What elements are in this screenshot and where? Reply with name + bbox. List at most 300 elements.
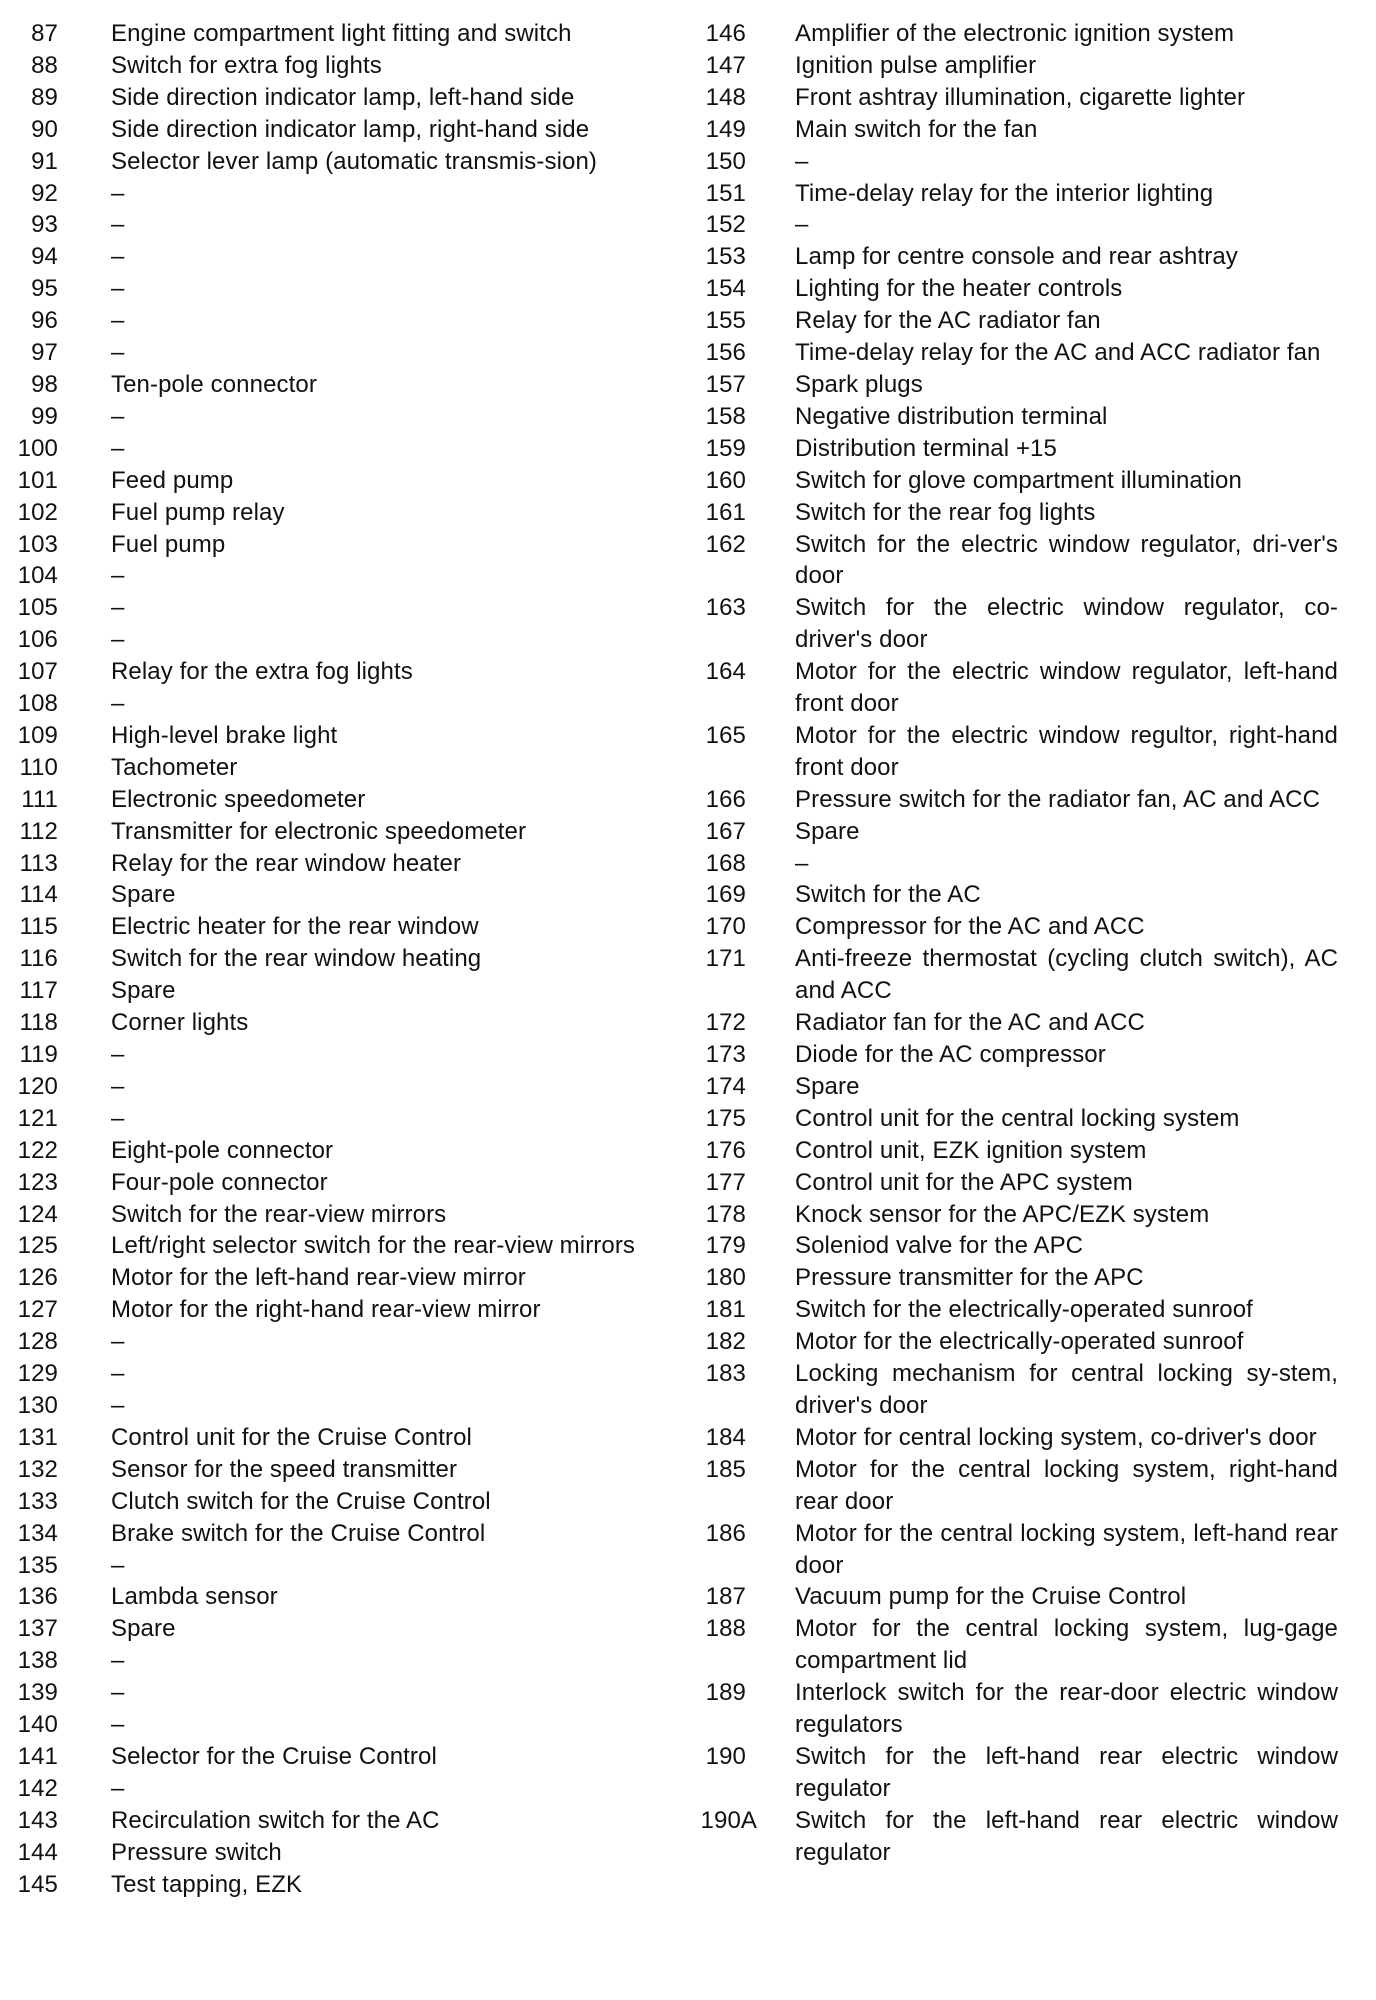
item-description: – [111, 307, 125, 335]
item-number: 121 [17, 1104, 58, 1132]
list-item [0, 1262, 650, 1294]
item-number: 127 [17, 1296, 58, 1324]
list-item [688, 497, 1338, 529]
item-number: 111 [21, 785, 58, 813]
list-item [0, 1167, 650, 1199]
list-item [0, 1071, 650, 1103]
item-number: 189 [705, 1679, 746, 1707]
list-item [0, 784, 650, 816]
item-description: – [111, 1041, 125, 1068]
item-number: 153 [705, 243, 746, 271]
list-item [0, 879, 650, 911]
item-description: – [111, 402, 125, 430]
item-description: – [795, 849, 809, 877]
list-item [0, 82, 650, 114]
list-item [0, 369, 650, 401]
item-description: Sensor for the speed transmitter [111, 1455, 458, 1483]
list-item [688, 1135, 1338, 1167]
list-item [0, 816, 650, 848]
item-description: Switch for the electrically-operated sunroof [795, 1296, 1253, 1324]
item-number: 123 [17, 1168, 58, 1196]
item-description: Switch for the rear-view mirrors [111, 1200, 447, 1228]
item-number: 166 [705, 785, 746, 813]
item-number: 129 [17, 1360, 58, 1388]
item-number: 160 [705, 466, 746, 494]
item-number: 145 [17, 1870, 58, 1898]
item-description: Vacuum pump for the Cruise Control [795, 1583, 1187, 1611]
list-item [688, 1230, 1338, 1262]
list-item [0, 305, 650, 337]
item-description: Switch for the left-hand rear electric window regulator [795, 1806, 1338, 1866]
item-number: 179 [705, 1232, 746, 1260]
item-number: 144 [17, 1838, 58, 1866]
item-description: Fuel pump [111, 530, 226, 558]
list-item [688, 1805, 1338, 1869]
list-item [0, 1007, 650, 1039]
item-description: – [111, 275, 125, 303]
item-description: Side direction indicator lamp, left-hand side [111, 83, 575, 111]
item-description: – [111, 1104, 125, 1132]
list-item [688, 273, 1338, 305]
item-number: 152 [705, 211, 746, 239]
list-item [0, 624, 650, 656]
item-number: 122 [17, 1136, 58, 1164]
item-description: Motor for central locking system, co-driver's door [795, 1423, 1317, 1451]
item-number: 93 [31, 211, 58, 239]
list-item [0, 1135, 650, 1167]
item-number: 173 [705, 1041, 746, 1068]
item-number: 167 [705, 817, 746, 845]
list-item [0, 592, 650, 624]
item-number: 172 [705, 1009, 746, 1037]
item-description: – [111, 626, 125, 654]
list-item [688, 1039, 1338, 1071]
item-description: – [111, 339, 125, 367]
item-number: 119 [19, 1041, 58, 1068]
item-number: 190 [705, 1742, 746, 1770]
list-item [0, 1199, 650, 1231]
item-description: Switch for the electric window regulator, co-driver's door [795, 594, 1338, 654]
item-number: 188 [705, 1615, 746, 1643]
item-number: 95 [31, 275, 58, 303]
item-description: Test tapping, EZK [111, 1870, 303, 1898]
item-description: Transmitter for electronic speedometer [111, 817, 527, 845]
list-item [0, 146, 650, 178]
item-number: 118 [19, 1009, 58, 1037]
item-description: Time-delay relay for the AC and ACC radiator fan [795, 339, 1321, 367]
item-description: Lamp for centre console and rear ashtray [795, 243, 1238, 271]
item-number: 115 [19, 913, 58, 941]
item-description: – [111, 1774, 125, 1802]
item-number: 136 [17, 1583, 58, 1611]
item-description: Switch for the rear fog lights [795, 498, 1096, 526]
list-item [0, 178, 650, 210]
list-item [688, 1262, 1338, 1294]
list-item [688, 1167, 1338, 1199]
item-number: 135 [17, 1551, 58, 1579]
list-item [688, 337, 1338, 369]
item-number: 126 [17, 1264, 58, 1292]
list-item [688, 1422, 1338, 1454]
list-item [0, 337, 650, 369]
item-number: 181 [705, 1296, 746, 1324]
item-description: Relay for the AC radiator fan [795, 307, 1101, 335]
item-description: Control unit for the Cruise Control [111, 1423, 472, 1451]
list-item [688, 656, 1338, 720]
item-description: Knock sensor for the APC/EZK system [795, 1200, 1210, 1228]
list-item [688, 369, 1338, 401]
item-number: 164 [705, 658, 746, 686]
item-description: Motor for the left-hand rear-view mirror [111, 1264, 526, 1292]
list-item [688, 784, 1338, 816]
item-description: Anti-freeze thermostat (cycling clutch switch), AC and ACC [795, 945, 1338, 1005]
list-item [688, 146, 1338, 178]
item-number: 183 [705, 1360, 746, 1388]
list-item [0, 720, 650, 752]
item-number: 113 [19, 849, 58, 877]
list-item [0, 465, 650, 497]
item-number: 130 [17, 1391, 58, 1419]
item-description: – [111, 1391, 125, 1419]
list-item [0, 1518, 650, 1550]
item-number: 89 [31, 83, 58, 111]
item-description: Lighting for the heater controls [795, 275, 1123, 303]
item-description: Left/right selector switch for the rear-view mirrors [111, 1232, 636, 1260]
item-number: 99 [31, 402, 58, 430]
item-description: Spare [795, 817, 860, 845]
item-description: Engine compartment light fitting and switch [111, 20, 572, 47]
item-description: Compressor for the AC and ACC [795, 913, 1145, 941]
item-number: 131 [17, 1423, 58, 1451]
list-item [688, 1518, 1338, 1582]
item-number: 161 [705, 498, 746, 526]
list-item [688, 305, 1338, 337]
list-item [0, 1709, 650, 1741]
left-column [0, 18, 650, 1900]
list-item [688, 1741, 1338, 1805]
list-item [0, 1103, 650, 1135]
list-item [0, 943, 650, 975]
item-number: 141 [17, 1742, 58, 1770]
item-number: 91 [31, 147, 58, 175]
item-number: 155 [705, 307, 746, 335]
list-item [688, 1677, 1338, 1741]
item-number: 101 [17, 466, 58, 494]
list-item [688, 209, 1338, 241]
item-number: 147 [705, 51, 746, 79]
item-number: 107 [17, 658, 58, 686]
item-description: Pressure switch for the radiator fan, AC and ACC [795, 785, 1321, 813]
item-description: Locking mechanism for central locking sy-stem, driver's door [795, 1360, 1338, 1419]
item-number: 87 [31, 20, 58, 47]
item-description: High-level brake light [111, 721, 338, 749]
item-number: 182 [705, 1328, 746, 1356]
item-description: – [111, 1072, 125, 1100]
item-description: Pressure switch [111, 1838, 282, 1866]
item-description: Corner lights [111, 1009, 249, 1037]
item-description: Motor for the right-hand rear-view mirror [111, 1296, 541, 1324]
item-description: – [111, 690, 125, 718]
list-item [0, 1805, 650, 1837]
item-number: 97 [31, 339, 58, 367]
list-item [0, 911, 650, 943]
list-item [0, 1294, 650, 1326]
item-description: Motor for the central locking system, right-hand rear door [795, 1455, 1338, 1515]
list-item [0, 209, 650, 241]
item-number: 139 [17, 1679, 58, 1707]
item-description: – [795, 211, 809, 239]
item-number: 117 [19, 977, 58, 1005]
list-item [0, 1581, 650, 1613]
list-item [0, 497, 650, 529]
item-description: Switch for the left-hand rear electric window regulator [795, 1742, 1338, 1802]
item-number: 142 [17, 1774, 58, 1802]
item-number: 184 [705, 1423, 746, 1451]
item-number: 106 [17, 626, 58, 654]
item-number: 168 [705, 849, 746, 877]
item-description: Electronic speedometer [111, 785, 366, 813]
item-description: Control unit for the APC system [795, 1168, 1133, 1196]
item-description: Lambda sensor [111, 1583, 278, 1611]
item-number: 143 [17, 1806, 58, 1834]
item-number: 137 [17, 1615, 58, 1643]
item-description: Soleniod valve for the APC [795, 1232, 1084, 1260]
item-description: – [111, 243, 125, 271]
list-item [0, 401, 650, 433]
item-number: 103 [17, 530, 58, 558]
item-description: – [111, 1551, 125, 1579]
item-number: 163 [705, 594, 746, 622]
item-description: Side direction indicator lamp, right-hand side [111, 115, 590, 143]
item-number: 157 [705, 370, 746, 398]
item-number: 151 [705, 179, 746, 207]
item-description: Switch for the rear window heating [111, 945, 482, 973]
list-item [688, 82, 1338, 114]
list-item [0, 433, 650, 465]
item-description: Diode for the AC compressor [795, 1041, 1106, 1068]
item-description: Switch for the electric window regulator, dri-ver's door [795, 530, 1338, 590]
item-description: Time-delay relay for the interior lighting [795, 179, 1214, 207]
item-number: 146 [705, 20, 746, 47]
item-description: Pressure transmitter for the APC [795, 1264, 1144, 1292]
item-description: Spare [795, 1072, 860, 1100]
item-description: Brake switch for the Cruise Control [111, 1519, 486, 1547]
item-description: Fuel pump relay [111, 498, 285, 526]
item-description: Radiator fan for the AC and ACC [795, 1009, 1145, 1037]
list-item [0, 241, 650, 273]
list-item [688, 18, 1338, 50]
list-item [688, 50, 1338, 82]
list-item [688, 433, 1338, 465]
item-description: – [111, 562, 125, 590]
item-number: 158 [705, 402, 746, 430]
item-number: 110 [19, 753, 58, 781]
list-item [0, 1645, 650, 1677]
list-item [0, 1422, 650, 1454]
list-item [688, 1294, 1338, 1326]
item-description: Electric heater for the rear window [111, 913, 479, 941]
item-number: 108 [17, 690, 58, 718]
item-description: Interlock switch for the rear-door electric window regulators [795, 1679, 1338, 1739]
item-description: Feed pump [111, 466, 234, 494]
item-number: 112 [19, 817, 58, 845]
item-description: Motor for the electric window regultor, right-hand front door [795, 721, 1338, 781]
item-number: 154 [705, 275, 746, 303]
item-description: Recirculation switch for the AC [111, 1806, 440, 1834]
item-description: – [111, 1711, 125, 1739]
list-item [0, 975, 650, 1007]
item-number: 94 [31, 243, 58, 271]
item-description: Motor for the central locking system, lug-gage compartment lid [795, 1615, 1338, 1675]
list-item [0, 50, 650, 82]
list-item [0, 1326, 650, 1358]
item-description: Relay for the rear window heater [111, 849, 462, 877]
item-description: – [111, 211, 125, 239]
list-item [688, 1454, 1338, 1518]
item-description: Negative distribution terminal [795, 402, 1108, 430]
item-description: Relay for the extra fog lights [111, 658, 413, 686]
item-number: 187 [705, 1583, 746, 1611]
list-item [688, 943, 1338, 1007]
list-item [0, 1486, 650, 1518]
item-description: – [111, 1360, 125, 1388]
item-number: 138 [17, 1647, 58, 1675]
item-description: Clutch switch for the Cruise Control [111, 1487, 491, 1515]
list-item [688, 592, 1338, 656]
item-number: 96 [31, 307, 58, 335]
item-number: 102 [17, 498, 58, 526]
list-item [0, 1613, 650, 1645]
item-number: 116 [19, 945, 58, 973]
item-number: 162 [705, 530, 746, 558]
item-number: 180 [705, 1264, 746, 1292]
list-item [0, 18, 650, 50]
list-item [688, 1103, 1338, 1135]
list-item [0, 273, 650, 305]
item-description: Distribution terminal +15 [795, 434, 1057, 462]
list-item [688, 529, 1338, 593]
right-column [688, 18, 1338, 1869]
item-number: 169 [705, 881, 746, 909]
item-description: Tachometer [111, 753, 238, 781]
item-description: – [795, 147, 809, 175]
item-number: 109 [17, 721, 58, 749]
item-number: 171 [705, 945, 746, 973]
item-description: Ignition pulse amplifier [795, 51, 1037, 79]
item-number: 175 [705, 1104, 746, 1132]
item-number: 185 [705, 1455, 746, 1483]
item-description: Amplifier of the electronic ignition system [795, 20, 1235, 47]
list-item [0, 1454, 650, 1486]
item-number: 125 [17, 1232, 58, 1260]
item-description: – [111, 434, 125, 462]
list-item [0, 1677, 650, 1709]
item-number: 100 [17, 434, 58, 462]
item-number: 132 [17, 1455, 58, 1483]
item-description: Eight-pole connector [111, 1136, 334, 1164]
list-item [0, 1837, 650, 1869]
item-description: Selector lever lamp (automatic transmis-sion) [111, 147, 597, 175]
list-item [0, 1358, 650, 1390]
list-item [0, 1230, 650, 1262]
list-item [688, 1326, 1338, 1358]
item-description: Motor for the central locking system, left-hand rear door [795, 1519, 1338, 1579]
list-item [688, 720, 1338, 784]
item-description: – [111, 1679, 125, 1707]
item-number: 90 [31, 115, 58, 143]
item-description: – [111, 1328, 125, 1356]
item-number: 133 [17, 1487, 58, 1515]
item-description: Ten-pole connector [111, 370, 317, 398]
item-description: Front ashtray illumination, cigarette lighter [795, 83, 1246, 111]
list-item [0, 1869, 650, 1901]
list-item [688, 816, 1338, 848]
item-number: 140 [17, 1711, 58, 1739]
list-item [0, 1741, 650, 1773]
item-description: Switch for extra fog lights [111, 51, 382, 79]
item-number: 92 [31, 179, 58, 207]
item-description: Selector for the Cruise Control [111, 1742, 437, 1770]
list-item [688, 465, 1338, 497]
list-item [0, 1390, 650, 1422]
list-item [0, 688, 650, 720]
item-number: 124 [17, 1200, 58, 1228]
list-item [688, 879, 1338, 911]
list-item [688, 1071, 1338, 1103]
list-item [0, 1550, 650, 1582]
item-description: – [111, 179, 125, 207]
item-number: 174 [705, 1072, 746, 1100]
list-item [688, 114, 1338, 146]
list-item [688, 911, 1338, 943]
item-number: 149 [705, 115, 746, 143]
item-description: – [111, 1647, 125, 1675]
list-item [688, 1199, 1338, 1231]
item-number: 114 [19, 881, 58, 909]
list-item [0, 656, 650, 688]
item-description: Spare [111, 977, 176, 1005]
item-number: 120 [17, 1072, 58, 1100]
item-number: 156 [705, 339, 746, 367]
item-description: Control unit for the central locking system [795, 1104, 1240, 1132]
list-item [0, 848, 650, 880]
item-number: 98 [31, 370, 58, 398]
item-description: Spare [111, 1615, 176, 1643]
item-number: 104 [17, 562, 58, 590]
list-item [688, 1358, 1338, 1422]
list-item [0, 529, 650, 561]
list-item [688, 178, 1338, 210]
list-item [0, 1773, 650, 1805]
item-number: 177 [705, 1168, 746, 1196]
item-number: 150 [705, 147, 746, 175]
item-description: Spare [111, 881, 176, 909]
item-number: 165 [705, 721, 746, 749]
list-item [0, 752, 650, 784]
list-item [0, 560, 650, 592]
list-item [688, 1007, 1338, 1039]
item-description: Motor for the electric window regulator, left-hand front door [795, 658, 1338, 718]
item-number: 88 [31, 51, 58, 79]
list-item [688, 241, 1338, 273]
item-description: – [111, 594, 125, 622]
list-item [0, 114, 650, 146]
item-description: Motor for the electrically-operated sunroof [795, 1328, 1244, 1356]
item-number: 159 [705, 434, 746, 462]
item-number: 105 [17, 594, 58, 622]
list-item [688, 1613, 1338, 1677]
item-number: 170 [705, 913, 746, 941]
